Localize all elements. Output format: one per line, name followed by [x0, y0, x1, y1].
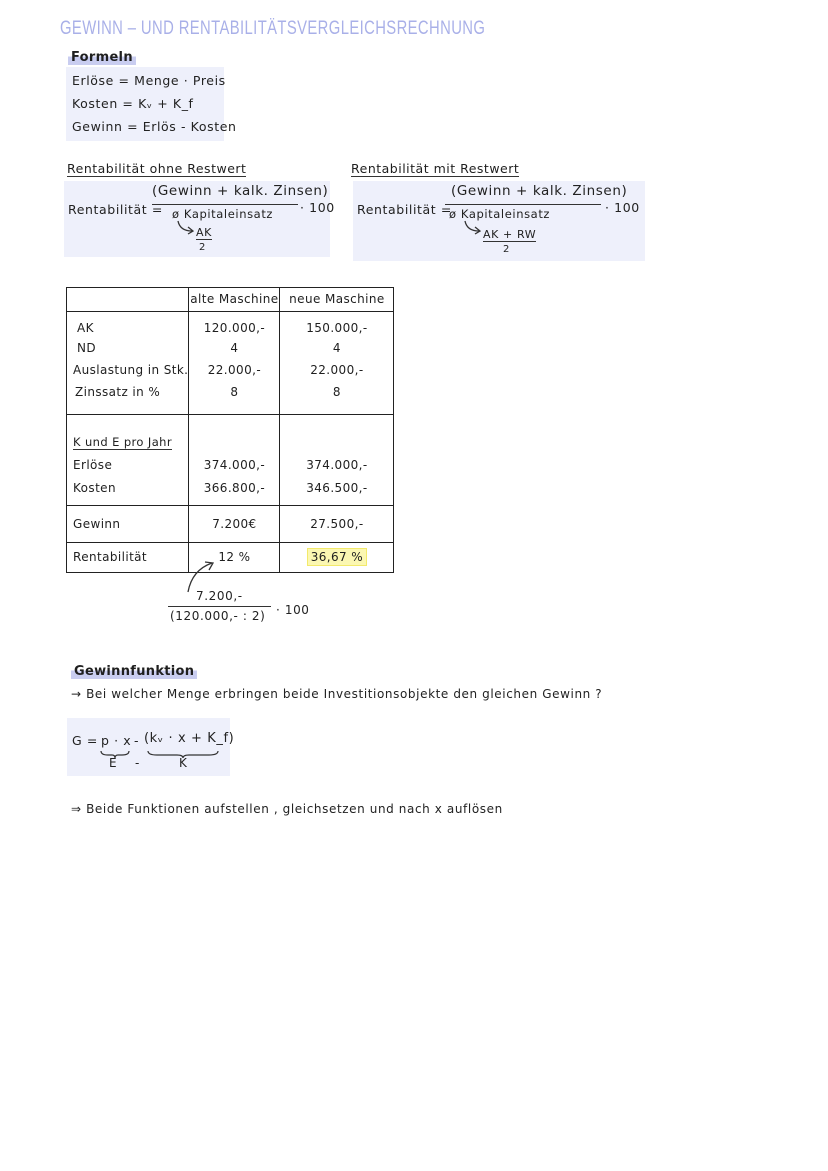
table-row-rentabilitaet	[67, 543, 394, 573]
label-nd: ND	[77, 341, 97, 355]
rent-ohne-sub-num: AK	[196, 226, 212, 239]
calc-note-factor: · 100	[276, 603, 310, 617]
label-erloese: Erlöse	[73, 458, 113, 472]
rent-label-cell	[67, 543, 189, 573]
formula-k-part: (kᵥ · x + K_f)	[144, 731, 235, 746]
page-title: GEWINN – UND RENTABILITÄTSVERGLEICHSRECHNUNG	[60, 18, 486, 39]
table-row-basisdaten	[67, 312, 394, 415]
formula-minus: -	[134, 733, 140, 748]
label-ak: AK	[77, 321, 94, 335]
gewinn-label-cell	[67, 506, 189, 543]
basisdaten-alt	[189, 312, 280, 415]
formeln-heading: Formeln	[68, 50, 136, 65]
value-auslastung-neu: 22.000,-	[310, 363, 364, 377]
table-row-gewinn	[67, 506, 394, 543]
rent-mit-box	[353, 181, 645, 261]
col-header-neue-maschine: neue Maschine	[280, 288, 394, 312]
rent-ohne-sub-den: 2	[199, 242, 206, 253]
value-kosten-neu: 346.500,-	[306, 481, 368, 495]
label-kosten: Kosten	[73, 481, 116, 495]
value-erloese-alt: 374.000,-	[203, 458, 266, 472]
gewinnfunktion-box	[67, 718, 235, 776]
col-header-alte-maschine: alte Maschine	[189, 288, 280, 312]
rent-ohne-lhs: Rentabilität =	[68, 202, 163, 217]
label-gewinn: Gewinn	[73, 517, 121, 531]
value-zinssatz-neu: 8	[332, 385, 341, 399]
rent-mit-lhs: Rentabilität =	[357, 202, 452, 217]
rent-ohne-box	[64, 181, 335, 257]
rent-mit-factor: · 100	[605, 200, 640, 215]
comparison-table	[66, 287, 394, 573]
basisdaten-neu	[280, 312, 394, 415]
ke-alt	[189, 415, 280, 506]
value-ak-alt: 120.000,-	[203, 321, 266, 335]
ke-labels	[67, 415, 189, 506]
label-auslastung: Auslastung in Stk.	[73, 363, 189, 377]
rent-ohne-fraction-line	[152, 204, 298, 205]
calc-note-denominator: (120.000,- : 2)	[170, 609, 266, 623]
value-gewinn-neu: 27.500,-	[310, 517, 364, 531]
formeln-box	[66, 67, 237, 141]
value-gewinn-alt: 7.200€	[212, 517, 257, 531]
gewinnfunktion-conclusion: ⇒ Beide Funktionen aufstellen , gleichsetzen und nach x auflösen	[71, 802, 503, 816]
formel-gewinn: Gewinn = Erlös - Kosten	[72, 119, 237, 134]
rent-mit-heading: Rentabilität mit Restwert	[351, 161, 520, 176]
value-kosten-alt: 366.800,-	[203, 481, 266, 495]
table-row-kosten-erloese	[67, 415, 394, 506]
gewinn-neu-cell	[280, 506, 394, 543]
rent-mit-sub-den: 2	[503, 244, 510, 255]
gewinn-alt-cell	[189, 506, 280, 543]
ke-neu	[280, 415, 394, 506]
rent-mit-sub-num: AK + RW	[483, 228, 537, 241]
gewinnfunktion-heading: Gewinnfunktion	[71, 664, 197, 679]
value-ak-neu: 150.000,-	[306, 321, 368, 335]
value-erloese-neu: 374.000,-	[306, 458, 368, 472]
calc-note-numerator: 7.200,-	[196, 589, 243, 603]
gewinnfunktion-question: → Bei welcher Menge erbringen beide Investitionsobjekte den gleichen Gewinn ?	[71, 687, 603, 701]
value-nd-neu: 4	[332, 341, 341, 355]
rent-mit-arrow-icon	[463, 221, 483, 235]
rent-ohne-numerator: (Gewinn + kalk. Zinsen)	[152, 183, 329, 199]
rent-neu-cell	[280, 543, 394, 573]
value-nd-alt: 4	[230, 341, 239, 355]
formula-e-part: p · x	[101, 733, 132, 748]
rent-mit-fraction-line	[445, 204, 601, 205]
calc-note-fraction-line	[168, 606, 271, 607]
rent-mit-denominator: ø Kapitaleinsatz	[449, 207, 551, 221]
value-rent-alt: 12 %	[218, 550, 251, 564]
formel-erloese: Erlöse = Menge · Preis	[72, 73, 226, 88]
label-e: E	[109, 756, 118, 770]
formel-kosten: Kosten = Kᵥ + K_f	[72, 96, 194, 111]
table-corner-cell	[67, 288, 189, 312]
rent-ohne-denominator: ø Kapitaleinsatz	[172, 207, 274, 221]
basisdaten-labels	[67, 312, 189, 415]
ke-heading: K und E pro Jahr	[73, 435, 172, 449]
value-zinssatz-alt: 8	[230, 385, 239, 399]
rent-ohne-factor: · 100	[300, 200, 335, 215]
label-rentabilitaet: Rentabilität	[73, 550, 148, 564]
table-header-row	[67, 288, 394, 312]
formula-lhs: G =	[72, 733, 98, 748]
label-k: K	[179, 756, 188, 770]
label-minus: -	[135, 756, 140, 770]
rent-ohne-arrow-icon	[176, 221, 196, 235]
rent-ohne-heading: Rentabilität ohne Restwert	[67, 161, 247, 176]
rent-mit-numerator: (Gewinn + kalk. Zinsen)	[451, 183, 628, 199]
value-auslastung-alt: 22.000,-	[207, 363, 262, 377]
label-zinssatz: Zinssatz in %	[75, 385, 161, 399]
value-rent-neu-highlight: 36,67 %	[307, 548, 367, 566]
